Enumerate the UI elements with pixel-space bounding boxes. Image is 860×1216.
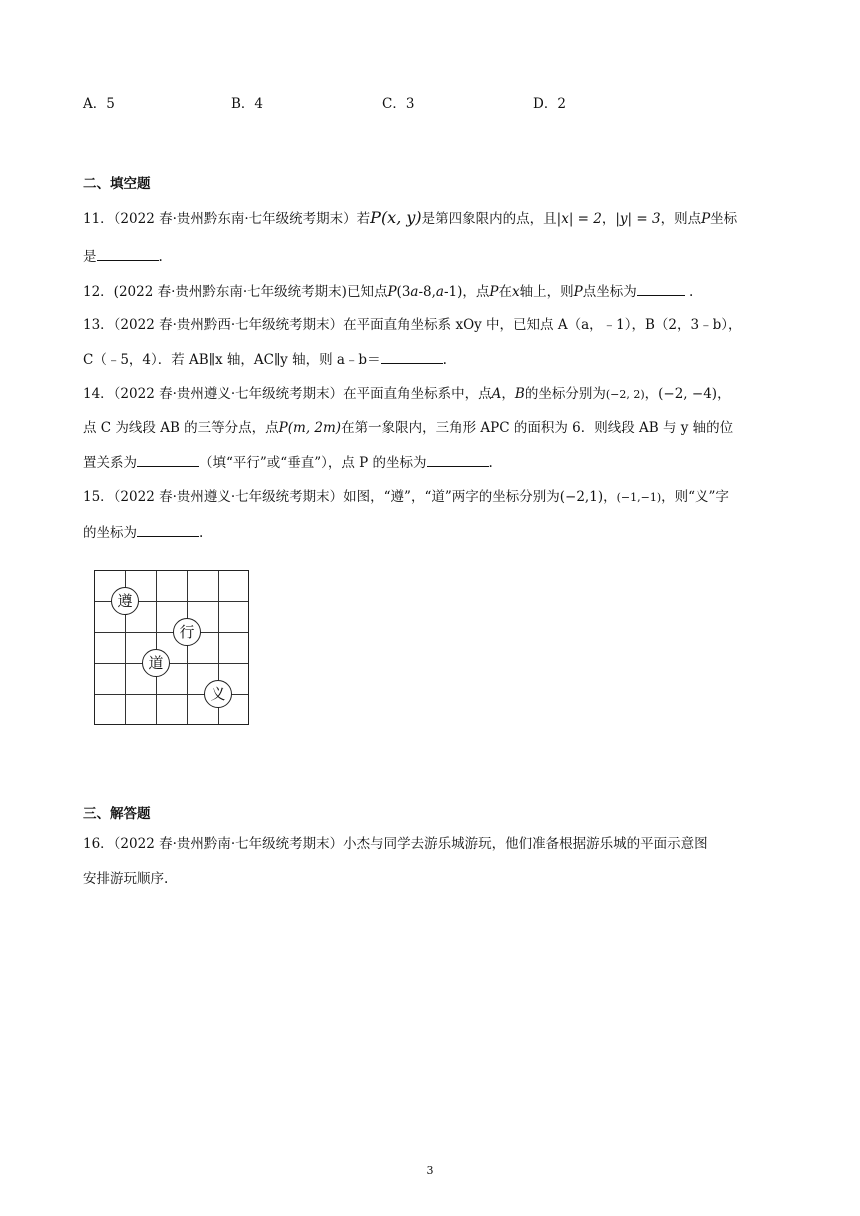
- grid-char-xing: 行: [173, 618, 201, 646]
- grid-figure: [94, 570, 249, 725]
- q14-text: 的坐标分别为: [524, 386, 606, 402]
- q14-coord-b: (−2, −4): [658, 386, 718, 402]
- q11-text-3: 坐标: [710, 211, 738, 227]
- q11-sep: ，: [601, 211, 616, 227]
- question-15-line-2: [83, 522, 203, 543]
- q12-end: .: [689, 284, 694, 300]
- q12-source: 12．(2022 春·贵州黔东南·七年级统考期末)已知点: [83, 284, 388, 300]
- question-16-line-2: 安排游玩顺序.: [83, 871, 169, 887]
- question-16-line-1: 16．（2022 春·贵州黔南·七年级统考期末）小杰与同学去游乐城游玩，他们准备根据游乐城的平面示意图: [83, 836, 708, 852]
- q14-line3-a: 置关系为: [83, 455, 137, 471]
- q12-d: -1)，点: [443, 284, 490, 300]
- section-heading-fill-blank: 二、填空题: [83, 176, 151, 192]
- q11-abs-x: |x| = 2: [556, 211, 602, 227]
- q14-end: .: [488, 455, 493, 471]
- q12-b: (3: [396, 284, 411, 300]
- answer-blank-q14-b[interactable]: [427, 452, 489, 467]
- q14-text-2: ，: [717, 386, 731, 402]
- question-15-line-1: [83, 487, 729, 508]
- option-d: D．2: [533, 96, 566, 112]
- question-11-line-2: [83, 246, 163, 267]
- q15-line2: 的坐标为: [83, 525, 137, 541]
- q12-a1: a: [410, 284, 419, 300]
- q13-line2: C（﹣5，4）．若 AB∥x 轴，AC∥y 轴，则 a﹣b＝: [83, 352, 381, 368]
- grid-char-yi: 义: [204, 680, 232, 708]
- q14-line2-b: 在第一象限内，三角形 APC 的面积为 6．则线段 AB 与 y 轴的位: [341, 420, 734, 436]
- question-11-line-1: [83, 208, 737, 229]
- grid-char-zun: 遵: [111, 587, 139, 615]
- q14-point-p: P(m, 2m): [278, 420, 342, 436]
- grid-line: [187, 571, 188, 724]
- answer-blank-q12[interactable]: [637, 281, 685, 296]
- q11-p: P: [701, 211, 711, 227]
- question-12: [83, 281, 693, 302]
- section-heading-solve: 三、解答题: [83, 806, 151, 822]
- question-14-line-2: [83, 418, 733, 438]
- q15-source: 15．（2022 春·贵州遵义·七年级统考期末）如图，“遵”，“道”两字的坐标分别为: [83, 489, 560, 505]
- q12-c: -8,: [418, 284, 436, 300]
- option-c: C．3: [382, 96, 415, 112]
- option-a: A．5: [83, 96, 115, 112]
- q14-sep: ，: [644, 386, 659, 402]
- question-14-line-1: [83, 384, 731, 405]
- q15-sep: ，: [603, 489, 617, 505]
- q12-f: 轴上，则: [519, 284, 574, 300]
- q11-line2: 是: [83, 249, 97, 265]
- grid-line: [95, 632, 248, 633]
- q15-coord-1: (−2,1): [559, 489, 604, 505]
- q14-comma: ，: [501, 386, 515, 402]
- q14-line3-b: （填“平行”或“垂直”），点 P 的坐标为: [199, 455, 427, 471]
- answer-blank-q15[interactable]: [137, 522, 199, 537]
- q12-p: P: [387, 284, 397, 300]
- page-number: 3: [426, 1164, 434, 1177]
- question-13-line-1: 13．（2022 春·贵州黔西·七年级统考期末）在平面直角坐标系 xOy 中，已知点 A（a，﹣1），B（2，3﹣b），: [83, 317, 742, 333]
- q11-abs-y: |y| = 3: [615, 211, 661, 227]
- grid-line: [156, 571, 157, 724]
- q12-g: 点坐标为: [582, 284, 637, 300]
- q11-point: P(x, y): [370, 208, 422, 227]
- q14-b: B: [514, 386, 525, 402]
- q12-a2: a: [435, 284, 444, 300]
- grid-char-dao: 道: [142, 649, 170, 677]
- q14-coord-a: (−2, 2): [605, 388, 645, 401]
- q14-source: 14．（2022 春·贵州遵义·七年级统考期末）在平面直角坐标系中，点: [83, 386, 492, 402]
- q11-text: 是第四象限内的点，且: [421, 211, 557, 227]
- q15-text: ，则“义”字: [661, 489, 729, 505]
- q15-coord-2: (−1,−1): [616, 491, 662, 504]
- q12-x: x: [512, 284, 520, 300]
- q12-p3: P: [573, 284, 583, 300]
- q14-a: A: [491, 386, 502, 402]
- question-14-line-3: [83, 452, 493, 473]
- grid-line: [95, 663, 248, 664]
- q12-e: 在: [498, 284, 512, 300]
- q13-end: .: [442, 352, 447, 368]
- answer-blank-q11[interactable]: [97, 246, 159, 261]
- q15-end: .: [199, 525, 204, 541]
- q12-p2: P: [489, 284, 499, 300]
- answer-blank-q13[interactable]: [381, 349, 443, 364]
- option-b: B．4: [231, 96, 264, 112]
- q11-source: 11．（2022 春·贵州黔东南·七年级统考期末）若: [83, 211, 371, 227]
- q11-text-2: ，则点: [660, 211, 702, 227]
- q11-end: .: [158, 249, 163, 265]
- q14-line2-a: 点 C 为线段 AB 的三等分点，点: [83, 420, 279, 436]
- question-13-line-2: [83, 349, 447, 370]
- answer-blank-q14-a[interactable]: [137, 452, 199, 467]
